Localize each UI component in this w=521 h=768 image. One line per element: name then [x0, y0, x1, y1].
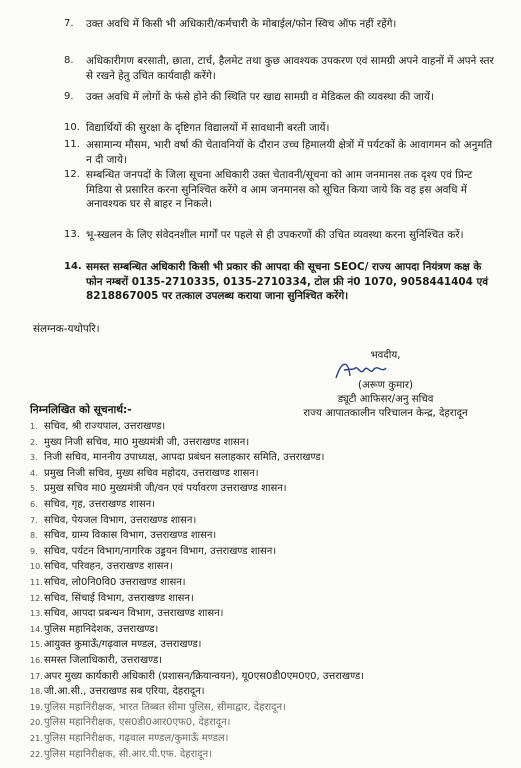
distribution-item	[30, 702, 286, 714]
point-8	[64, 54, 501, 83]
distribution-item-text: समस्त जिलाधिकारी, उत्तराखण्ड।	[44, 655, 163, 666]
distribution-item	[30, 671, 364, 683]
distribution-item-text: सचिव, पेयजल विभाग, उत्तराखण्ड शासन।	[44, 514, 197, 526]
distribution-item-number: 16.	[30, 656, 43, 665]
signatory-name: (अरूण कुमार)	[358, 380, 413, 391]
distribution-item-text: पुलिस महानिदेशक, उत्तराखण्ड।	[44, 623, 159, 635]
distribution-item-text: निजी सचिव, माननीय उपाध्यक्ष, आपदा प्रबंधन सलाहकार समिति, उत्तराखण्ड।	[44, 452, 325, 464]
distribution-item	[30, 561, 173, 573]
distribution-item	[30, 546, 276, 558]
point-text: विद्यार्थियों की सुरक्षा के दृष्टिगत विद्यालयों में सावधानी बरती जायें।	[86, 122, 330, 134]
point-14	[64, 260, 501, 304]
distribution-item-number: 10.	[30, 562, 43, 572]
point-text: अधिकारीगण बरसाती, छाता, टार्च, हैलमेट तथा कुछ आवश्यक उपकरण एवं सामग्री अपने वाहनों में अपने स्तर से रखने हेतु उचित कार्यवाही करेंगे।	[86, 55, 494, 82]
distribution-item-number: 2.	[30, 437, 38, 447]
distribution-item	[30, 686, 205, 698]
signature-block	[250, 349, 521, 421]
distribution-item-text: पुलिस महानिरीक्षक, एस0डी0आर0एफ0, देहरादून।	[44, 717, 231, 729]
distribution-item-number: 1.	[30, 422, 38, 431]
distribution-item-text: सचिव, सिंचाई विभाग, उत्तराखण्ड शासन।	[44, 592, 194, 604]
point-7	[64, 17, 501, 32]
distribution-item-text: सचिव, गृह, उत्तराखण्ड शासन।	[44, 499, 155, 510]
distribution-item-text: पुलिस महानिरीक्षक, भारत तिब्बत सीमा पुलिस, सीमाद्वार, देहरादून।	[44, 701, 286, 713]
distribution-item-text: पुलिस महानिरीक्षक, सी.आर.पी.एफ. देहरादून।	[44, 748, 212, 760]
distribution-item	[30, 530, 216, 542]
distribution-item-text: सचिव, पर्यटन विभाग/नागरिक उड्डयन विभाग, उत्तराखण्ड शासन।	[44, 545, 277, 557]
distribution-item	[30, 593, 194, 605]
point-13	[64, 228, 501, 243]
distribution-item	[30, 515, 196, 527]
distribution-item-text: मुख्य निजी सचिव, मा0 मुख्यमंत्री जी, उत्तराखण्ड शासन।	[44, 436, 250, 448]
distribution-item-number: 19.	[30, 702, 43, 712]
distribution-item-text: प्रमुख सचिव मा0 मुख्यमंत्री जी/वन एवं पर्यावरण उत्तराखण्ड शासन।	[44, 483, 287, 495]
distribution-item	[30, 608, 223, 620]
distribution-item-number: 13.	[30, 609, 43, 619]
point-12	[64, 168, 501, 212]
distribution-item-text: जी.आ.सी., उत्तराखण्ड सब एरिया, देहरादून।	[44, 686, 205, 698]
point-number: 14.	[64, 261, 82, 272]
point-11	[64, 138, 501, 167]
distribution-item-number: 6.	[30, 500, 38, 509]
point-10	[64, 121, 501, 136]
point-number: 12.	[64, 169, 80, 180]
signatory-designation: ड्यूटी आफिसर/अनु सचिव	[337, 394, 434, 405]
distribution-item-number: 5.	[30, 484, 38, 494]
distribution-item-number: 9.	[30, 546, 38, 556]
distribution-item	[30, 717, 230, 729]
distribution-item-text: पुलिस महानिरीक्षक, गढ़वाल मण्डल/कुमाऊँ मण्डल।	[44, 733, 229, 744]
distribution-item-text: आयुक्त कुमाऊँ/गढ़वाल मण्डल, उत्तराखण्ड।	[44, 639, 202, 651]
point-text: उक्त अवधि में लोगों के फंसे होने की स्थिति पर खाद्य सामग्री व मेडिकल की व्यवस्था की जायें।	[86, 91, 434, 103]
point-number: 10.	[64, 122, 80, 133]
point-number: 8.	[64, 55, 74, 66]
point-text: भू-स्खलन के लिए संवेदनशील मार्गों पर पहले से ही उपकरणों की उचित व्यवस्था करना सुनिश्चित करें।	[86, 229, 464, 241]
distribution-item	[30, 733, 228, 745]
distribution-item-number: 15.	[30, 640, 43, 650]
distribution-item	[30, 421, 165, 433]
distribution-item	[30, 749, 212, 761]
distribution-item	[30, 452, 324, 464]
point-text: समस्त सम्बन्धित अधिकारी किसी भी प्रकार की आपदा की सूचना SEOC/ राज्य आपदा नियंत्रण कक्ष के फोन नम्बरों 0135-2710335, 0135-2710334, टोल फ्री नं0 1070, 9058441404 एवं 8218867005 पर तत्काल उपलब्ध कराया जाना सुनिश्चित करेंगे।	[86, 261, 488, 303]
distribution-item-number: 7.	[30, 515, 38, 525]
distribution-heading: निम्नलिखित को सूचनार्थ:-	[30, 404, 132, 416]
point-number: 9.	[64, 91, 74, 102]
distribution-item-number: 8.	[30, 531, 38, 541]
distribution-item	[30, 639, 201, 651]
distribution-item-text: प्रमुख निजी सचिव, मुख्य सचिव महोदय, उत्तराखण्ड शासन।	[44, 467, 259, 479]
point-9	[64, 90, 501, 105]
enclosure-note: संलग्नक-यथोपरि।	[33, 323, 100, 335]
distribution-item-text: सचिव, परिवहन, उत्तराखण्ड शासन।	[44, 561, 173, 573]
distribution-item-text: सचिव, श्री राज्यपाल, उत्तराखण्ड।	[44, 421, 166, 432]
point-number: 13.	[64, 229, 80, 240]
point-number: 11.	[64, 139, 80, 150]
distribution-item-number: 3.	[30, 453, 38, 463]
distribution-item	[30, 468, 259, 480]
distribution-item-number: 4.	[30, 468, 38, 478]
distribution-item-number: 20.	[30, 718, 43, 728]
distribution-item-number: 22.	[30, 749, 43, 759]
distribution-item-number: 14.	[30, 624, 43, 634]
distribution-item-text: सचिव, ग्राम्य विकास विभाग, उत्तराखण्ड शासन।	[44, 530, 217, 542]
distribution-item	[30, 437, 249, 449]
distribution-item	[30, 655, 162, 667]
distribution-item	[30, 483, 287, 495]
distribution-item-number: 21.	[30, 734, 43, 743]
point-text: असामान्य मौसम, भारी वर्षा की चेतावनियों के दौरान उच्च हिमालयी क्षेत्रों में पर्यटकों के आवागमन को अनुमति न दी जाये।	[86, 139, 493, 166]
distribution-item-text: सचिव, लो0नि0वि0 उत्तराखण्ड शासन।	[44, 577, 186, 588]
closing-text: भवदीय,	[370, 350, 401, 361]
distribution-item-number: 12.	[30, 593, 43, 603]
distribution-item-number: 18.	[30, 687, 43, 697]
distribution-item	[30, 577, 186, 589]
distribution-item-number: 11.	[30, 578, 43, 587]
distribution-item	[30, 499, 155, 511]
point-number: 7.	[64, 18, 74, 29]
distribution-item	[30, 624, 158, 636]
distribution-item-text: अपर मुख्य कार्यकारी अधिकारी (प्रशासन/क्रियान्वयन), यू0एस0डी0एम0ए0, उत्तराखण्ड।	[44, 670, 364, 682]
point-text: उक्त अवधि में किसी भी अधिकारी/कर्मचारी के मोबाईल/फोन स्विच ऑफ नहीं रहेंगे।	[86, 18, 397, 30]
distribution-item-number: 17.	[30, 671, 43, 681]
signatory-office: राज्य आपातकालीन परिचालन केन्द्र, देहरादून	[303, 408, 468, 419]
point-text: सम्बन्धित जनपदों के जिला सूचना अधिकारी उक्त चेतावनी/सूचना को आम जनमानस तक दृश्य एवं प्रिन्ट मिडिया से प्रसारित करना सुनिश्चित करेंगे व आम जनमानस को सूचित किया जाये कि वह इस अवधि में अनावश्यक घर से बाहर न निकले।	[86, 169, 473, 211]
distribution-item-text: सचिव, आपदा प्रबन्धन विभाग, उत्तराखण्ड शासन।	[44, 608, 224, 620]
